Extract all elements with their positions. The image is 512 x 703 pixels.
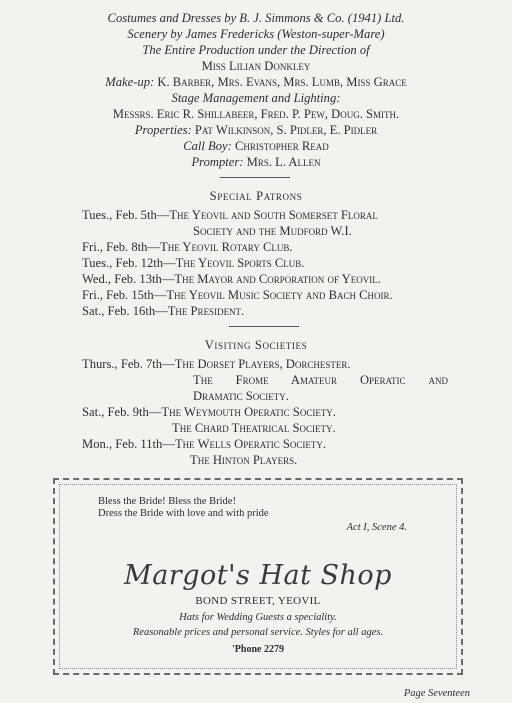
prompter-credit [0,155,512,170]
list-item: Tues., Feb. 12th—The Yeovil Sports Club. [82,256,305,270]
shop-name: Margot's Hat Shop [124,560,392,591]
list-item: Wed., Feb. 13th—The Mayor and Corporation of Yeovil. [82,272,381,286]
callboy-credit [0,139,512,154]
visiting-heading: Visiting Societies [204,338,308,352]
list-item: Society and the Mudford W.I. [193,224,352,238]
list-item: The Hinton Players. [190,453,298,467]
divider [229,326,299,327]
patrons-heading: Special Patrons [209,189,303,203]
advert-quote-line: Dress the Bride with love and with pride [98,508,269,519]
list-item: The Frome Amateur Operatic and [193,373,448,387]
direction-credit: The Entire Production under the Direction of [142,43,370,57]
properties-credit [0,123,512,138]
prompter-label: Prompter: [191,155,244,169]
makeup-names: K. Barber, Mrs. Evans, Mrs. Lumb, Miss Grace [157,75,407,89]
list-item: The Chard Theatrical Society. [172,421,336,435]
divider [220,177,290,178]
costumes-credit: Costumes and Dresses by B. J. Simmons & Co. (1941) Ltd. [107,11,405,25]
hat-shop-advert [53,478,463,675]
shop-phone: 'Phone 2279 [232,644,284,655]
scenery-credit: Scenery by James Fredericks (Weston-super-Mare) [127,27,385,41]
shop-address: BOND STREET, YEOVIL [195,595,321,607]
page-number: Page Seventeen [403,688,470,699]
list-item: Sat., Feb. 9th—The Weymouth Operatic Society. [82,405,336,419]
list-item: Fri., Feb. 8th—The Yeovil Rotary Club. [82,240,293,254]
properties-names: Pat Wilkinson, S. Pidler, E. Pidler [194,123,378,137]
list-item: Tues., Feb. 5th—The Yeovil and South Somerset Floral [82,208,378,222]
advert-quote-source: Act I, Scene 4. [346,522,407,533]
shop-service: Reasonable prices and personal service. Styles for all ages. [132,627,384,638]
callboy-label: Call Boy: [183,139,232,153]
list-item: Dramatic Society. [193,389,289,403]
prompter-name: Mrs. L. Allen [246,155,321,169]
stage-names: Messrs. Eric R. Shillabeer, Fred. P. Pew, Doug. Smith. [112,107,400,121]
properties-label: Properties: [134,123,192,137]
callboy-name: Christopher Read [234,139,329,153]
makeup-label: Make-up: [105,75,155,89]
list-item: Thurs., Feb. 7th—The Dorset Players, Dorchester. [82,357,351,371]
list-item: Mon., Feb. 11th—The Wells Operatic Society. [82,437,326,451]
list-item: Sat., Feb. 16th—The President. [82,304,245,318]
shop-tagline: Hats for Wedding Guests a speciality. [179,612,337,623]
advert-quote-line: Bless the Bride! Bless the Bride! [98,496,236,507]
list-item: Fri., Feb. 15th—The Yeovil Music Society and Bach Choir. [82,288,393,302]
makeup-credit [0,75,512,90]
stage-label: Stage Management and Lighting: [171,91,341,105]
director-name: Miss Lilian Donkley [201,59,311,73]
